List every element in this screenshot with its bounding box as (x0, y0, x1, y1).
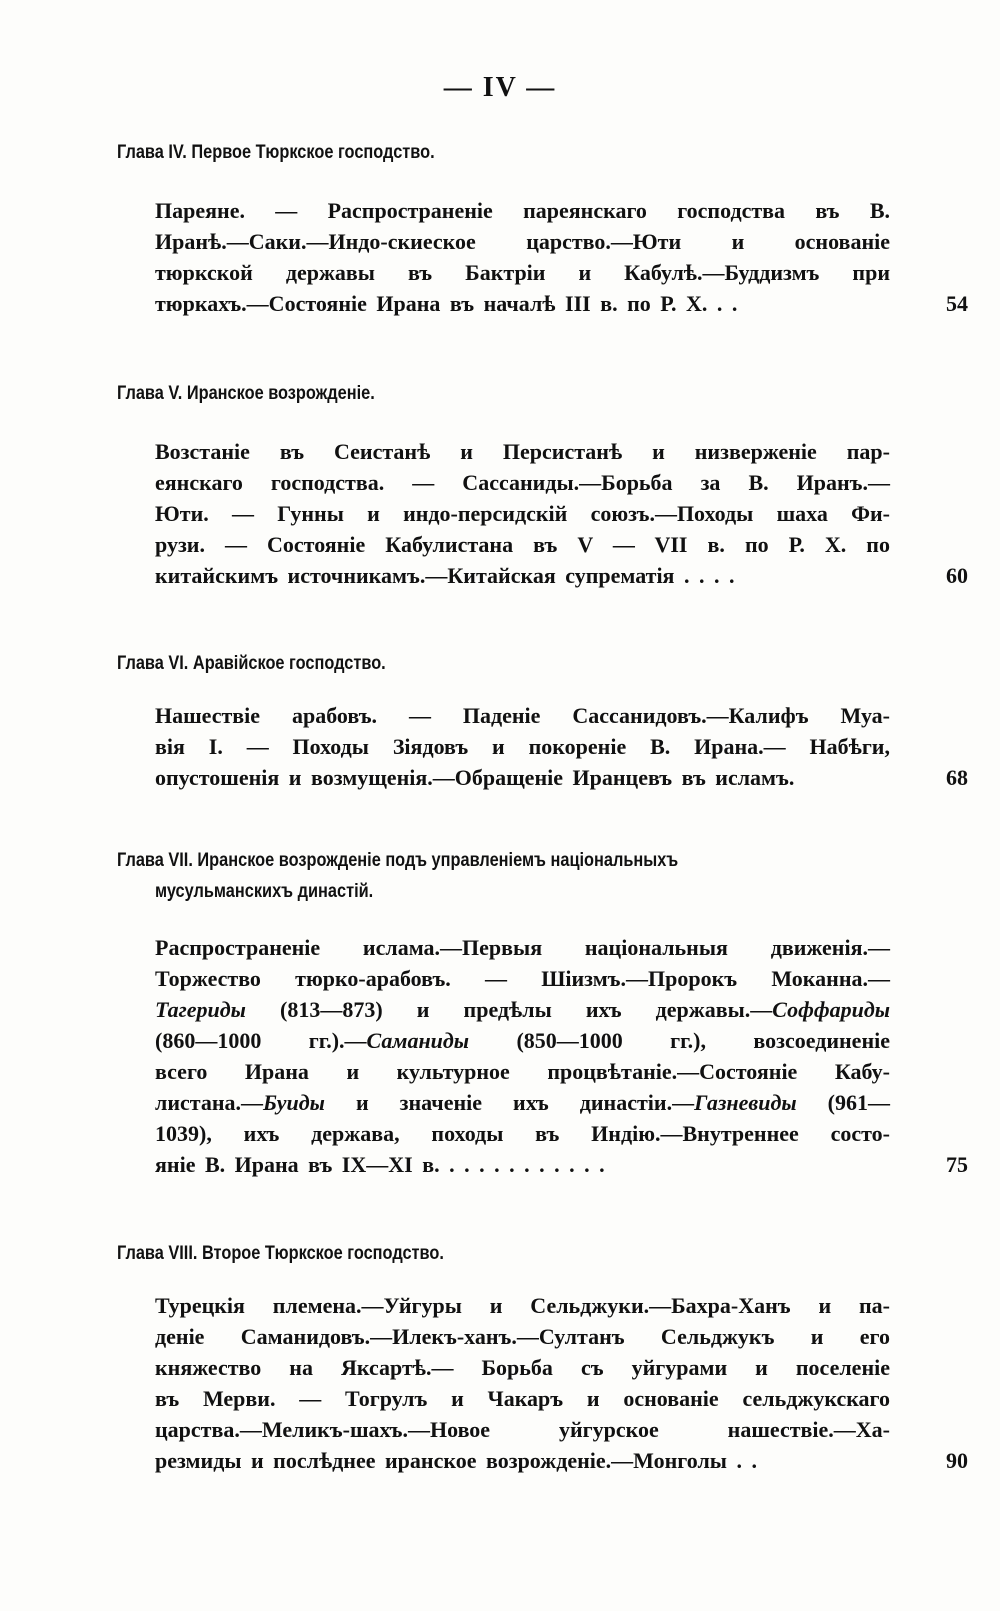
dynasty-name: Тагериды (155, 997, 246, 1022)
summary-text: Турецкія племена.—Уйгуры и Сельджуки.—Бахра-Ханъ и па- (155, 1293, 890, 1318)
chapter-summary (155, 195, 968, 319)
summary-line (155, 1352, 890, 1383)
summary-line (155, 932, 890, 963)
page-number-header: — IV — (443, 72, 557, 103)
page-reference: 60 (946, 563, 968, 588)
summary-line (155, 226, 890, 257)
summary-text: Распространеніе ислама.—Первыя національныя движенія.— (155, 935, 890, 960)
summary-line (155, 529, 890, 560)
chapter-summary (155, 1290, 968, 1476)
dynasty-name: Газневиды (694, 1090, 797, 1115)
summary-line (155, 1383, 890, 1414)
summary-text: княжество на Яксартѣ.— Борьба съ уйгурами и поселеніе (155, 1355, 890, 1380)
summary-text: царства.—Меликъ-шахъ.—Новое уйгурское нашествіе.—Ха- (155, 1417, 890, 1442)
summary-line (155, 195, 890, 226)
page-reference: 90 (946, 1448, 968, 1473)
summary-line (155, 1414, 890, 1445)
summary-text: Возстаніе въ Сеистанѣ и Персистанѣ и низверженіе пар- (155, 439, 890, 464)
chapter-heading: Глава IV. Первое Тюркское господство. (117, 142, 435, 163)
summary-text: Нашествіе арабовъ. — Паденіе Сассанидовъ.—Калифъ Муа- (155, 703, 890, 728)
summary-line (155, 700, 890, 731)
summary-line (155, 257, 890, 288)
summary-line (155, 1445, 890, 1476)
summary-line (155, 1025, 890, 1056)
summary-line (155, 1321, 890, 1352)
summary-text: тюркской державы въ Бактріи и Кабулѣ.—Буддизмъ при (155, 260, 890, 285)
summary-text: (860—1000 гг.).— (155, 1028, 367, 1053)
dynasty-name: Саманиды (366, 1028, 470, 1053)
summary-text: (961— (796, 1090, 890, 1115)
page-reference: 68 (946, 765, 968, 790)
summary-line (155, 560, 890, 591)
summary-line (155, 467, 890, 498)
summary-text: рузи. — Состояніе Кабулистана въ V — VII в. по Р. Х. по (155, 532, 890, 557)
summary-line (155, 731, 890, 762)
summary-line (155, 1056, 890, 1087)
summary-text: еянскаго господства. — Сассаниды.—Борьба за В. Иранъ.— (155, 470, 890, 495)
summary-text: 1039), ихъ держава, походы въ Индію.—Внутреннее состо- (155, 1121, 890, 1146)
chapter-summary (155, 700, 968, 793)
summary-line (155, 288, 890, 319)
summary-text: въ Мерви. — Тогрулъ и Чакаръ и основаніе сельджукскаго (155, 1386, 890, 1411)
summary-text: и значеніе ихъ династіи.— (324, 1090, 695, 1115)
page-reference: 54 (946, 291, 968, 316)
chapter-heading: Глава VI. Аравійское господство. (117, 653, 386, 674)
summary-text: вія I. — Походы Зіядовъ и покореніе В. Ирана.— Набѣги, (155, 734, 890, 759)
chapter-heading: Глава VIII. Второе Тюркское господство. (117, 1243, 444, 1264)
summary-line (155, 1290, 890, 1321)
summary-text: резмиды и послѣднее иранское возрожденіе.—Монголы . . (155, 1448, 757, 1473)
summary-text: деніе Саманидовъ.—Илекъ-ханъ.—Султанъ Сельджукъ и его (155, 1324, 890, 1349)
page-reference: 75 (946, 1152, 968, 1177)
chapter-heading: Глава VII. Иранское возрожденіе подъ управленіемъ національныхъ (117, 850, 679, 871)
summary-text: (850—1000 гг.), возсоединеніе (469, 1028, 890, 1053)
summary-text: Иранѣ.—Саки.—Индо-скиеское царство.—Юти и основаніе (155, 229, 890, 254)
summary-line (155, 963, 890, 994)
summary-line (155, 994, 890, 1025)
summary-line (155, 1149, 890, 1180)
summary-text: Торжество тюрко-арабовъ. — Шіизмъ.—Пророкъ Моканна.— (155, 966, 890, 991)
summary-line (155, 1087, 890, 1118)
summary-text: опустошенія и возмущенія.—Обращеніе Иранцевъ въ исламъ. (155, 765, 795, 790)
dynasty-name: Буиды (263, 1090, 325, 1115)
summary-line (155, 498, 890, 529)
summary-line (155, 762, 890, 793)
summary-line (155, 1118, 890, 1149)
summary-text: Юти. — Гунны и индо-персидскій союзъ.—Походы шаха Фи- (155, 501, 890, 526)
chapter-heading: мусульманскихъ династій. (155, 881, 374, 902)
summary-text: яніе В. Ирана въ IX—XI в. . . . . . . . . . . . (155, 1152, 605, 1177)
chapter-summary (155, 932, 968, 1180)
summary-line (155, 436, 890, 467)
chapter-heading: Глава V. Иранское возрожденіе. (117, 383, 375, 404)
summary-text: (813—873) и предѣлы ихъ державы.— (245, 997, 773, 1022)
summary-text: Пареяне. — Распространеніе пареянскаго господства въ В. (155, 198, 890, 223)
summary-text: китайскимъ источникамъ.—Китайская супрематія . . . . (155, 563, 735, 588)
dynasty-name: Соффариды (772, 997, 890, 1022)
summary-text: листана.— (155, 1090, 264, 1115)
summary-text: тюркахъ.—Состояніе Ирана въ началѣ III в. по Р. Х. . . (155, 291, 738, 316)
summary-text: всего Ирана и культурное процвѣтаніе.—Состояніе Кабу- (155, 1059, 890, 1084)
chapter-summary (155, 436, 968, 591)
